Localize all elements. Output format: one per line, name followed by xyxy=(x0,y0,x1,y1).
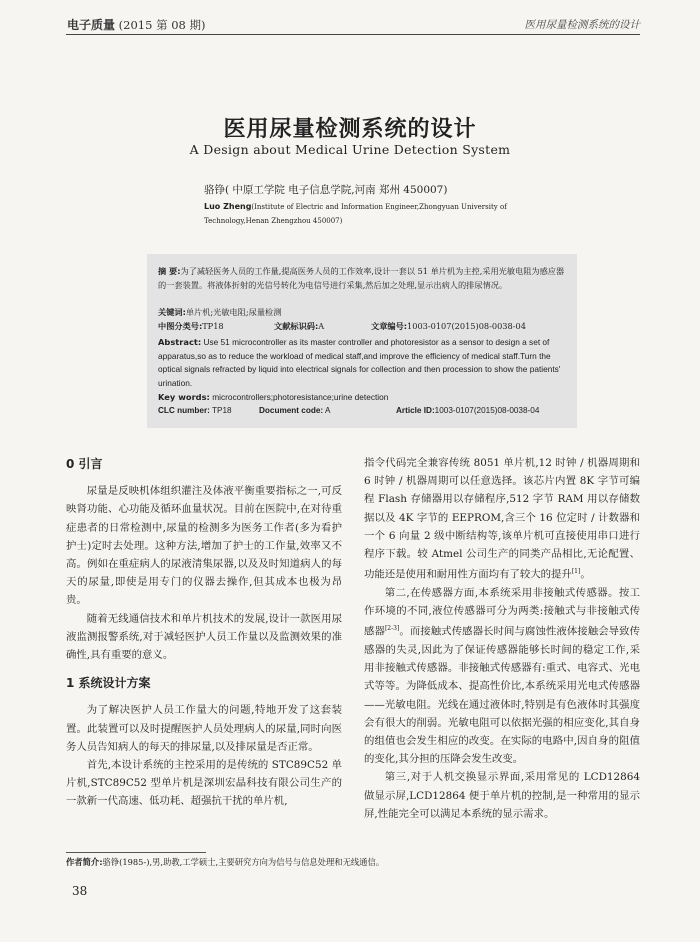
right-paragraph-2-text-a: 第二,在传感器方面,本系统采用非接触式传感器。按工作环境的不同,液位传感器可分为两类:接触式与非接触式传感器 xyxy=(364,586,640,638)
abstract-cn xyxy=(158,265,570,292)
doccode-value-cn: A xyxy=(318,321,325,331)
keywords-cn xyxy=(158,306,570,320)
footnote-label: 作者简介: xyxy=(66,857,103,867)
journal-header xyxy=(67,16,206,33)
abstract-en xyxy=(158,336,570,390)
section-1-heading: 1 系统设计方案 xyxy=(66,676,151,691)
right-paragraph-3: 第三,对于人机交换显示界面,采用常见的 LCD12864 做显示屏,LCD12864 便于单片机的控制,是一种常用的显示屏,性能完全可以满足本系统的显示需求。 xyxy=(364,771,640,820)
abstract-label-cn: 摘 要: xyxy=(158,266,181,276)
abstract-text-en: Use 51 microcontroller as its master controller and photoresistor as a sensor to design a set of apparatus,so as to reduce the workload of medical staff,and improve the efficiency of medical staff.Turn the optical signals refracted by liquid into electrical signals for collection and then procession to show the patients' urination. xyxy=(158,337,561,388)
section-0-paragraph-2: 随着无线通信技术和单片机技术的发展,设计一款医用尿液监测报警系统,对于减轻医护人员工作量以及监测效果的准确性,具有重要的意义。 xyxy=(66,612,342,662)
section-1-paragraph-2: 首先,本设计系统的主控采用的是传统的 STC89C52 单片机,STC89C52 型单片机是深圳宏晶科技有限公司生产的一款新一代高速、低功耗、超强抗干扰的单片机, xyxy=(66,759,342,808)
author-en-affiliation: (Institute of Electric and Information Engineer,Zhongyuan University of Technology,Henan Zhengzhou 450007) xyxy=(204,203,507,225)
article-id-en: 1003-0107(2015)08-0038-04 xyxy=(434,406,540,415)
abstract-label-en: Abstract: xyxy=(158,337,202,347)
article-label-en: Article ID: xyxy=(396,406,435,415)
section-1-paragraph-1: 为了解决医护人员工作量大的问题,特地开发了这套装置。此装置可以及时提醒医护人员处理病人的尿量,同时向医务人员告知病人的每天的排尿量,以及排尿量是否正常。 xyxy=(66,704,342,753)
right-paragraph-2 xyxy=(364,584,640,769)
right-paragraph-2-text-b: 。而接触式传感器长时间与腐蚀性液体接触会导致传感器的失灵,因此为了保证传感器能够长时间的稳定工作,采用非接触式传感器。非接触式传感器有:重式、电容式、光电式等等。为降低成本、提高性价比,本系统采用光电式传感器——光敏电阻。光线在通过液体时,特别是有色液体时其强度会有很大的削弱。光敏电阻可以依据光强的相应变化,其自身的组值也会发生相应的改变。在实际的电路中,因自身的阻值的变化,其分担的压降会发生改变。 xyxy=(364,625,641,766)
journal-name: 电子质量 xyxy=(67,18,116,32)
author-cn: 骆铮( 中原工学院 电子信息学院,河南 郑州 450007) xyxy=(204,184,448,196)
doccode-label-en: Document code: xyxy=(259,406,324,415)
title-cn: 医用尿量检测系统的设计 xyxy=(223,117,477,142)
author-en xyxy=(204,200,534,228)
keywords-en xyxy=(158,391,570,405)
clc-label-en: CLC number: xyxy=(158,406,210,415)
keywords-label-en: Key words: xyxy=(158,392,210,402)
keywords-text-en: microcontrollers;photoresistance;urine detection xyxy=(212,392,389,402)
doccode-label-cn: 文献标识码: xyxy=(274,321,319,331)
footnote-rule xyxy=(66,852,206,853)
clc-value-cn: TP18 xyxy=(202,321,224,331)
title-en: A Design about Medical Urine Detection System xyxy=(189,142,511,157)
running-title: 医用尿量检测系统的设计 xyxy=(524,19,640,31)
section-0-heading: 0 引言 xyxy=(66,457,103,471)
right-paragraph-1-text: 指令代码完全兼容传统 8051 单片机,12 时钟 / 机器周期和 6 时钟 / 机器周期可以任意选择。该芯片内置 8K 字节可编程 Flash 存储器用以存储程序,512 字节 RAM 用以存储数据以及 4K 字节的 EEPROM,含三个 16 位定时 / 计数器和一个 6 向量 2 级中断结构等,该单片机可直接使用串口进行程序下载。较 Atmel 公司生产的同类产品相比,无论配置、功能还是使用和耐用性方面均有了较大的提升 xyxy=(364,457,640,581)
article-label-cn: 文章编号: xyxy=(371,321,408,331)
abstract-text-cn: 为了减轻医务人员的工作量,提高医务人员的工作效率,设计一套以 51 单片机为主控,采用光敏电阻为感应器的一套装置。将液体折射的光信号转化为电信号进行采集,然后加之处理,显示出病人的排尿情况。 xyxy=(158,266,565,290)
article-id-cn: 1003-0107(2015)08-0038-04 xyxy=(407,321,526,331)
section-0-paragraph-1: 尿量是反映机体组织灌注及体液平衡重要指标之一,可反映肾功能、心功能及循环血量状况。目前在医院中,在对待重症患者的日常检测中,尿量的检测多为医务工作者(多为看护护士)定时去处理。这种方法,增加了护士的工作量,效率又不高。例如在重症病人的尿液清集尿器,以及及时知道病人的每天的尿量,即使是用专门的仪器去操作,但其成本也极为昂贵。 xyxy=(66,485,342,607)
footnote-text: 骆铮(1985-),男,助教,工学硕士,主要研究方向为信号与信息处理和无线通信。 xyxy=(102,857,385,867)
page-number: 38 xyxy=(72,884,88,898)
citation-2-3: [2-3] xyxy=(384,625,400,633)
doccode-value-en: A xyxy=(324,406,331,415)
left-column xyxy=(66,455,342,811)
keywords-text-cn: 单片机;光敏电阻;尿量检测 xyxy=(185,307,282,317)
author-footnote xyxy=(66,856,384,868)
right-paragraph-1: 指令代码完全兼容传统 8051 单片机,12 时钟 / 机器周期和 6 时钟 / 机器周期可以任意选择。该芯片内置 8K 字节可编程 Flash 存储器用以存储程序,512 字节 RAM 用以存储数据以及 4K 字节的 EEPROM,含三个 16 位定时 / 计数器和一个 6 向量 2 级中断结构等,该单片机可直接使用串口进行程序下载。较 Atmel 公司生产的同类产品相比,无论配置、功能还是使用和耐用性方面均有了较大的提升[1]。 xyxy=(364,457,640,581)
journal-issue: (2015 第 08 期) xyxy=(118,18,206,32)
clc-value-en: TP18 xyxy=(212,406,232,415)
citation-1: [1] xyxy=(571,568,581,576)
keywords-label-cn: 关键词: xyxy=(158,307,186,317)
clc-label-cn: 中图分类号: xyxy=(158,321,203,331)
header-rule xyxy=(66,34,640,35)
right-column xyxy=(364,454,640,823)
author-en-name: Luo Zheng xyxy=(204,202,252,211)
